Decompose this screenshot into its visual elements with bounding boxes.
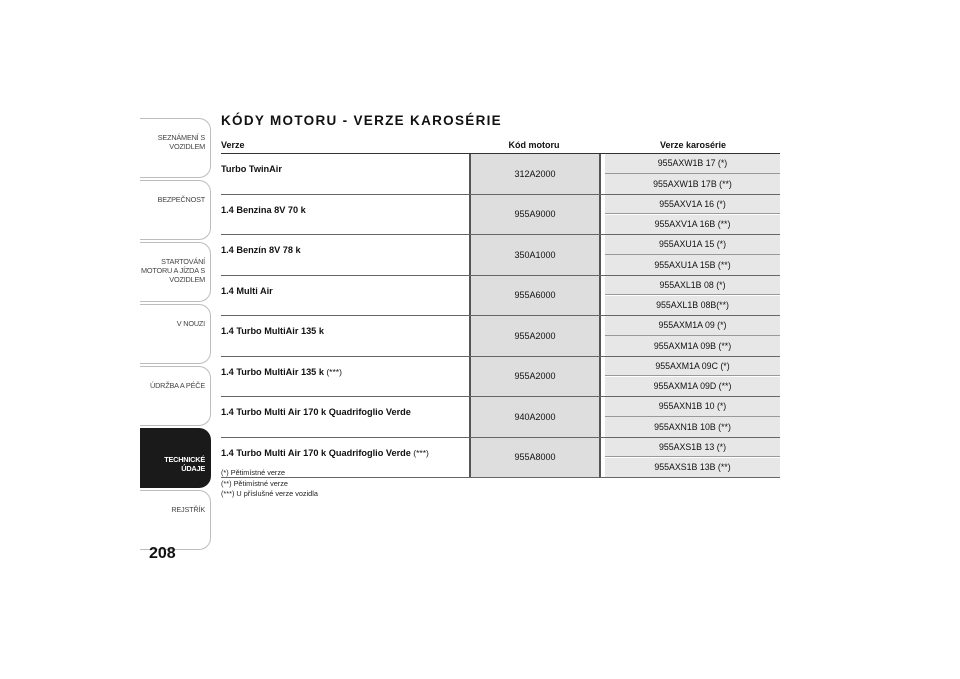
body-version-alt: 955AXN1B 10B (**) [605, 417, 780, 437]
tab-v-nouzi[interactable] [140, 304, 211, 364]
tab-rejstrik[interactable] [140, 490, 211, 550]
page-title: KÓDY MOTORU - VERZE KAROSÉRIE [221, 113, 502, 128]
tab-label: TECHNICKÉ ÚDAJE [164, 455, 205, 473]
tab-udrzba[interactable] [140, 366, 211, 426]
header-verze: Verze [221, 140, 245, 150]
footnote: (***) U příslušné verze vozidla [221, 489, 318, 498]
body-version-alt: 955AXM1A 09B (**) [605, 336, 780, 356]
body-version-alt: 955AXL1B 08B(**) [605, 296, 780, 316]
chapter-tabs [140, 118, 211, 552]
tab-label: V NOUZI [176, 319, 205, 328]
tab-label: ÚDRŽBA A PÉČE [150, 381, 205, 390]
body-version-alt: 955AXS1B 13B (**) [605, 458, 780, 478]
table-header [221, 136, 780, 154]
table-row [221, 235, 780, 276]
body-version-alt: 955AXM1A 09D (**) [605, 377, 780, 397]
tab-label: SEZNÁMENÍ S VOZIDLEM [157, 133, 205, 151]
engine-version [221, 326, 324, 336]
engine-version-name: 1.4 Multi Air [221, 285, 273, 296]
engine-code: 312A2000 [469, 154, 601, 194]
engine-version-name: 1.4 Turbo Multi Air 170 k Quadrifoglio Verde [221, 407, 411, 417]
engine-version [221, 286, 273, 296]
footnote: (**) Pětimístné verze [221, 478, 288, 488]
engine-version-name: 1.4 Benzín 8V 78 k [221, 245, 301, 255]
engine-version-name: Turbo TwinAir [221, 164, 282, 174]
body-version-5door: 955AXN1B 10 (*) [605, 397, 780, 417]
tab-startovani[interactable] [140, 242, 211, 302]
engine-code: 955A9000 [469, 195, 601, 235]
header-kod-motoru: Kód motoru [508, 140, 560, 150]
body-version-5door: 955AXW1B 17 (*) [605, 154, 780, 174]
engine-version [221, 205, 306, 215]
engine-code: 955A2000 [469, 357, 601, 397]
body-version-alt: 955AXW1B 17B (**) [605, 174, 780, 194]
engine-version-note: (***) [410, 447, 429, 458]
engine-version [221, 407, 411, 417]
engine-version-name: 1.4 Turbo Multi Air 170 k Quadrifoglio Verde [221, 447, 411, 458]
tab-label: STARTOVÁNÍ MOTORU A JÍZDA S VOZIDLEM [141, 257, 205, 284]
body-version-5door: 955AXL1B 08 (*) [605, 276, 780, 296]
body-version-alt: 955AXV1A 16B (**) [605, 215, 780, 235]
tab-seznameni[interactable] [140, 118, 211, 178]
header-verze-karoserie: Verze karosérie [659, 140, 727, 150]
engine-version-name: 1.4 Turbo MultiAir 135 k [221, 326, 324, 336]
engine-version [221, 448, 429, 458]
body-version-5door: 955AXM1A 09 (*) [605, 316, 780, 336]
engine-code: 940A2000 [469, 397, 601, 437]
engine-code: 955A6000 [469, 276, 601, 316]
footnote: (*) Pětimístné verze [221, 468, 286, 477]
body-version-5door: 955AXS1B 13 (*) [605, 438, 780, 458]
body-version-5door: 955AXV1A 16 (*) [605, 195, 780, 215]
engine-code-table [221, 136, 780, 478]
tab-label: REJSTŘÍK [171, 505, 205, 514]
engine-code: 350A1000 [469, 235, 601, 275]
table-row [221, 195, 780, 236]
tab-label: BEZPEČNOST [157, 195, 205, 204]
table-row [221, 357, 780, 398]
page-number: 208 [149, 545, 176, 562]
body-version-alt: 955AXU1A 15B (**) [605, 255, 780, 275]
engine-code: 955A8000 [469, 438, 601, 478]
body-version-5door: 955AXU1A 15 (*) [605, 235, 780, 255]
engine-version [221, 164, 282, 174]
engine-version-name: 1.4 Benzina 8V 70 k [221, 204, 306, 215]
footnotes [221, 468, 318, 500]
tab-technicke-udaje[interactable] [140, 428, 211, 488]
engine-code: 955A2000 [469, 316, 601, 356]
table-row [221, 154, 780, 195]
engine-version-note: (***) [323, 366, 342, 377]
engine-version [221, 245, 301, 255]
table-row [221, 397, 780, 438]
body-version-5door: 955AXM1A 09C (*) [605, 357, 780, 377]
engine-version-name: 1.4 Turbo MultiAir 135 k [221, 366, 324, 377]
table-row [221, 276, 780, 317]
engine-version [221, 367, 342, 377]
tab-bezpecnost[interactable] [140, 180, 211, 240]
table-row [221, 316, 780, 357]
